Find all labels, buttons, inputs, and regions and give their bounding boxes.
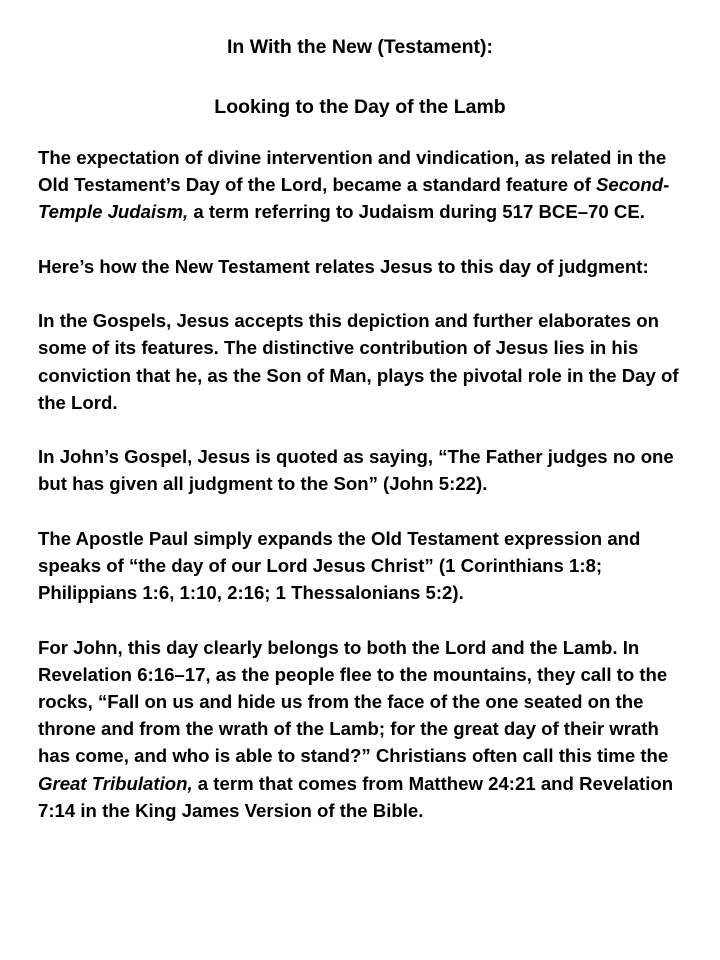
paragraph-intro-term: Second-Temple Judaism, xyxy=(38,174,670,223)
paragraph-intro-part-b: a term referring to Judaism during 517 BCE–70 CE. xyxy=(188,201,645,223)
paragraph-intro-part-a: The expectation of divine intervention and vindication, as related in the Old Testament’s Day of the Lord, became a standard feature of xyxy=(38,147,667,196)
paragraph-intro xyxy=(38,144,688,226)
paragraph-revelation-part-b: a term that comes from Matthew 24:21 and Revelation 7:14 in the King James Version of the Bible. xyxy=(38,772,674,821)
paragraph-paul: The Apostle Paul simply expands the Old Testament expression and speaks of “the day of our Lord Jesus Christ” (1 Corinthians 1:8; Philippians 1:6, 1:10, 2:16; 1 Thessalonians 5:2). xyxy=(38,527,641,604)
paragraph-revelation xyxy=(38,634,688,824)
page-subtitle: Looking to the Day of the Lamb xyxy=(214,96,506,118)
paragraph-revelation-term: Great Tribulation, xyxy=(38,772,193,794)
paragraph-johns-gospel: In John’s Gospel, Jesus is quoted as saying, “The Father judges no one but has given all judgment to the Son” (John 5:22). xyxy=(38,446,674,495)
page-title: In With the New (Testament): xyxy=(227,36,493,58)
paragraph-gospels: In the Gospels, Jesus accepts this depiction and further elaborates on some of its features. The distinctive contribution of Jesus lies in his conviction that he, as the Son of Man, plays the pivotal role in the Day of the Lord. xyxy=(38,310,679,413)
body-text xyxy=(38,144,688,824)
paragraph-revelation-part-a: For John, this day clearly belongs to both the Lord and the Lamb. In Revelation 6:16–17, as the people flee to the mountains, they call to the rocks, “Fall on us and hide us from the face of the one seated on the throne and from the wrath of the Lamb; for the great day of their wrath has come, and who is able to stand?” Christians often call this time the xyxy=(38,636,669,767)
paragraph-new-testament: Here’s how the New Testament relates Jesus to this day of judgment: xyxy=(38,255,649,277)
